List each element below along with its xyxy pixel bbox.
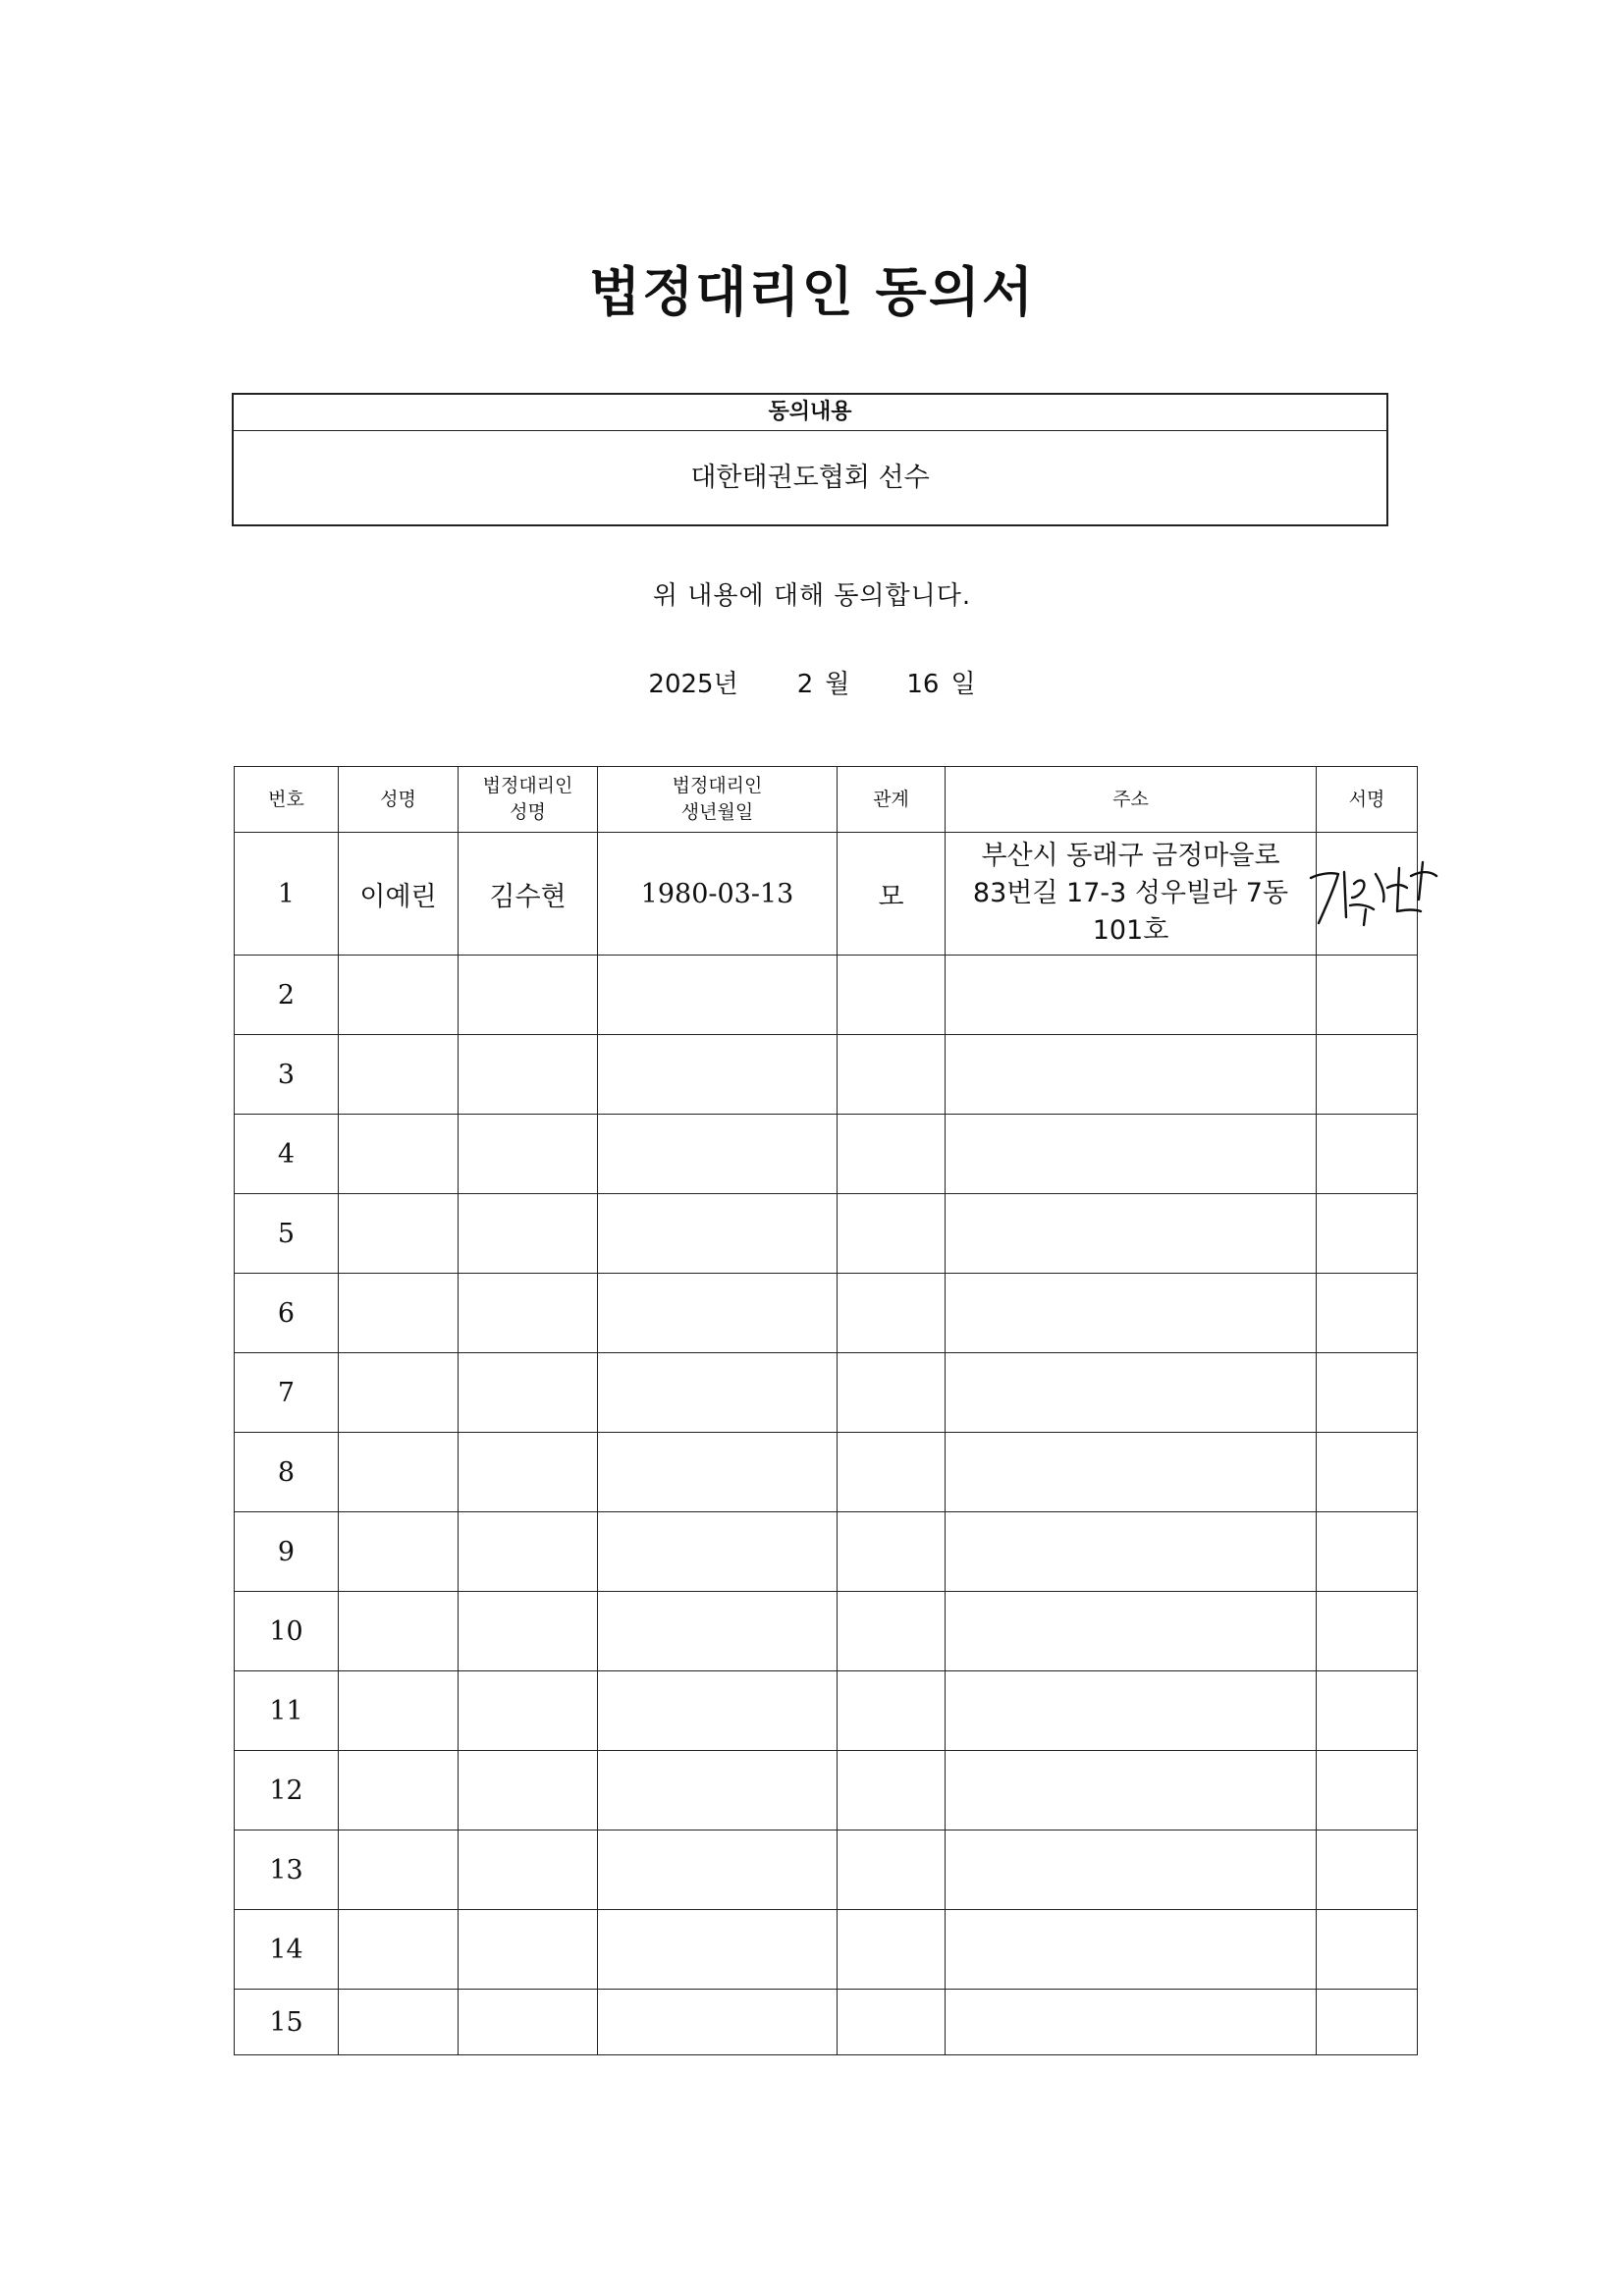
empty-cell — [459, 1512, 598, 1592]
consent-date — [0, 664, 1624, 700]
empty-cell — [946, 1353, 1317, 1433]
row-number: 1 — [235, 833, 339, 956]
empty-cell — [1317, 1910, 1418, 1990]
empty-cell — [339, 1115, 459, 1194]
empty-cell — [838, 1751, 946, 1831]
header-signature: 서명 — [1317, 767, 1418, 833]
empty-cell — [459, 1671, 598, 1751]
empty-cell — [838, 1512, 946, 1592]
table-row — [235, 1433, 1418, 1512]
header-guardian-birth-line1: 법정대리인 — [672, 775, 763, 796]
empty-cell — [946, 1990, 1317, 2055]
empty-cell — [598, 1353, 838, 1433]
empty-cell — [598, 1751, 838, 1831]
guardian-relation: 모 — [838, 833, 946, 956]
empty-cell — [598, 1512, 838, 1592]
table-row — [235, 1671, 1418, 1751]
empty-cell — [946, 1592, 1317, 1671]
empty-cell — [1317, 1831, 1418, 1910]
empty-cell — [1317, 1274, 1418, 1353]
empty-cell — [598, 1194, 838, 1274]
address-line: 101호 — [1092, 915, 1169, 946]
guardian-address — [946, 833, 1317, 956]
empty-cell — [459, 1274, 598, 1353]
guardian-signature-cell — [1317, 833, 1418, 956]
row-number: 13 — [235, 1831, 339, 1910]
empty-cell — [946, 1115, 1317, 1194]
empty-cell — [339, 1910, 459, 1990]
guardian-birthdate: 1980-03-13 — [598, 833, 838, 956]
header-guardian-name-line2: 성명 — [510, 801, 546, 823]
table-row — [235, 1990, 1418, 2055]
empty-cell — [598, 1115, 838, 1194]
row-number: 8 — [235, 1433, 339, 1512]
empty-cell — [339, 1353, 459, 1433]
empty-cell — [838, 1194, 946, 1274]
table-row — [235, 1115, 1418, 1194]
empty-cell — [1317, 1512, 1418, 1592]
empty-cell — [946, 1512, 1317, 1592]
consent-content-heading: 동의내용 — [234, 395, 1386, 431]
empty-cell — [838, 1910, 946, 1990]
header-address: 주소 — [946, 767, 1317, 833]
empty-cell — [459, 1194, 598, 1274]
empty-cell — [838, 956, 946, 1035]
empty-cell — [339, 1751, 459, 1831]
empty-cell — [459, 1910, 598, 1990]
empty-cell — [838, 1353, 946, 1433]
row-number: 4 — [235, 1115, 339, 1194]
row-number: 11 — [235, 1671, 339, 1751]
header-guardian-birth — [598, 767, 838, 833]
header-guardian-name-line1: 법정대리인 — [482, 775, 573, 796]
table-row — [235, 956, 1418, 1035]
empty-cell — [1317, 1433, 1418, 1512]
table-row — [235, 1194, 1418, 1274]
table-row — [235, 1274, 1418, 1353]
empty-cell — [1317, 1035, 1418, 1115]
empty-cell — [339, 1194, 459, 1274]
row-number: 15 — [235, 1990, 339, 2055]
empty-cell — [339, 1831, 459, 1910]
date-day-unit: 일 — [950, 670, 976, 699]
empty-cell — [339, 1512, 459, 1592]
agreement-statement: 위 내용에 대해 동의합니다. — [652, 581, 972, 611]
table-row — [235, 833, 1418, 956]
empty-cell — [838, 1990, 946, 2055]
empty-cell — [946, 1910, 1317, 1990]
empty-cell — [598, 1671, 838, 1751]
empty-cell — [838, 1433, 946, 1512]
empty-cell — [1317, 1990, 1418, 2055]
guardian-name: 김수현 — [459, 833, 598, 956]
empty-cell — [459, 956, 598, 1035]
table-row — [235, 1910, 1418, 1990]
table-row — [235, 1831, 1418, 1910]
empty-cell — [339, 1592, 459, 1671]
empty-cell — [598, 956, 838, 1035]
empty-cell — [838, 1035, 946, 1115]
address-line: 부산시 동래구 금정마을로 — [981, 841, 1280, 871]
date-day: 16 — [906, 670, 940, 699]
empty-cell — [1317, 1115, 1418, 1194]
empty-cell — [598, 1990, 838, 2055]
empty-cell — [598, 1274, 838, 1353]
date-year: 2025년 — [648, 670, 738, 699]
empty-cell — [459, 1751, 598, 1831]
empty-cell — [946, 1671, 1317, 1751]
guardian-consent-table — [234, 766, 1418, 2055]
empty-cell — [339, 1990, 459, 2055]
empty-cell — [946, 1433, 1317, 1512]
empty-cell — [838, 1274, 946, 1353]
row-number: 14 — [235, 1910, 339, 1990]
empty-cell — [1317, 1592, 1418, 1671]
empty-cell — [339, 1433, 459, 1512]
empty-cell — [459, 1990, 598, 2055]
table-row — [235, 1512, 1418, 1592]
empty-cell — [339, 1035, 459, 1115]
document-title: 법정대리인 동의서 — [588, 261, 1036, 323]
empty-cell — [459, 1592, 598, 1671]
row-number: 5 — [235, 1194, 339, 1274]
empty-cell — [838, 1592, 946, 1671]
empty-cell — [598, 1592, 838, 1671]
table-row — [235, 1592, 1418, 1671]
empty-cell — [838, 1115, 946, 1194]
empty-cell — [339, 956, 459, 1035]
empty-cell — [598, 1831, 838, 1910]
empty-cell — [598, 1035, 838, 1115]
header-relation: 관계 — [838, 767, 946, 833]
empty-cell — [598, 1433, 838, 1512]
empty-cell — [838, 1831, 946, 1910]
row-number: 2 — [235, 956, 339, 1035]
empty-cell — [946, 1194, 1317, 1274]
empty-cell — [946, 1751, 1317, 1831]
row-number: 7 — [235, 1353, 339, 1433]
empty-cell — [598, 1910, 838, 1990]
empty-cell — [459, 1035, 598, 1115]
table-row — [235, 1353, 1418, 1433]
header-guardian-birth-line2: 생년월일 — [680, 801, 754, 823]
empty-cell — [1317, 1353, 1418, 1433]
empty-cell — [1317, 1671, 1418, 1751]
table-row — [235, 1035, 1418, 1115]
empty-cell — [946, 1035, 1317, 1115]
empty-cell — [946, 1831, 1317, 1910]
empty-cell — [459, 1353, 598, 1433]
table-row — [235, 1751, 1418, 1831]
date-month: 2 — [796, 670, 814, 699]
row-number: 3 — [235, 1035, 339, 1115]
address-line: 83번길 17-3 성우빌라 7동 — [972, 878, 1289, 908]
empty-cell — [1317, 956, 1418, 1035]
empty-cell — [459, 1831, 598, 1910]
row-number: 10 — [235, 1592, 339, 1671]
consent-content-text: 대한태권도협회 선수 — [690, 463, 930, 493]
empty-cell — [339, 1671, 459, 1751]
header-name: 성명 — [339, 767, 459, 833]
empty-cell — [459, 1115, 598, 1194]
empty-cell — [946, 956, 1317, 1035]
header-number: 번호 — [235, 767, 339, 833]
row-number: 6 — [235, 1274, 339, 1353]
empty-cell — [838, 1671, 946, 1751]
empty-cell — [946, 1274, 1317, 1353]
row-number: 9 — [235, 1512, 339, 1592]
table-header-row — [235, 767, 1418, 833]
empty-cell — [1317, 1751, 1418, 1831]
consent-content-box — [232, 393, 1388, 526]
handwritten-signature — [1305, 854, 1442, 933]
empty-cell — [1317, 1194, 1418, 1274]
header-guardian-name — [459, 767, 598, 833]
row-number: 12 — [235, 1751, 339, 1831]
athlete-name: 이예린 — [339, 833, 459, 956]
date-month-unit: 월 — [825, 670, 850, 699]
empty-cell — [459, 1433, 598, 1512]
empty-cell — [339, 1274, 459, 1353]
